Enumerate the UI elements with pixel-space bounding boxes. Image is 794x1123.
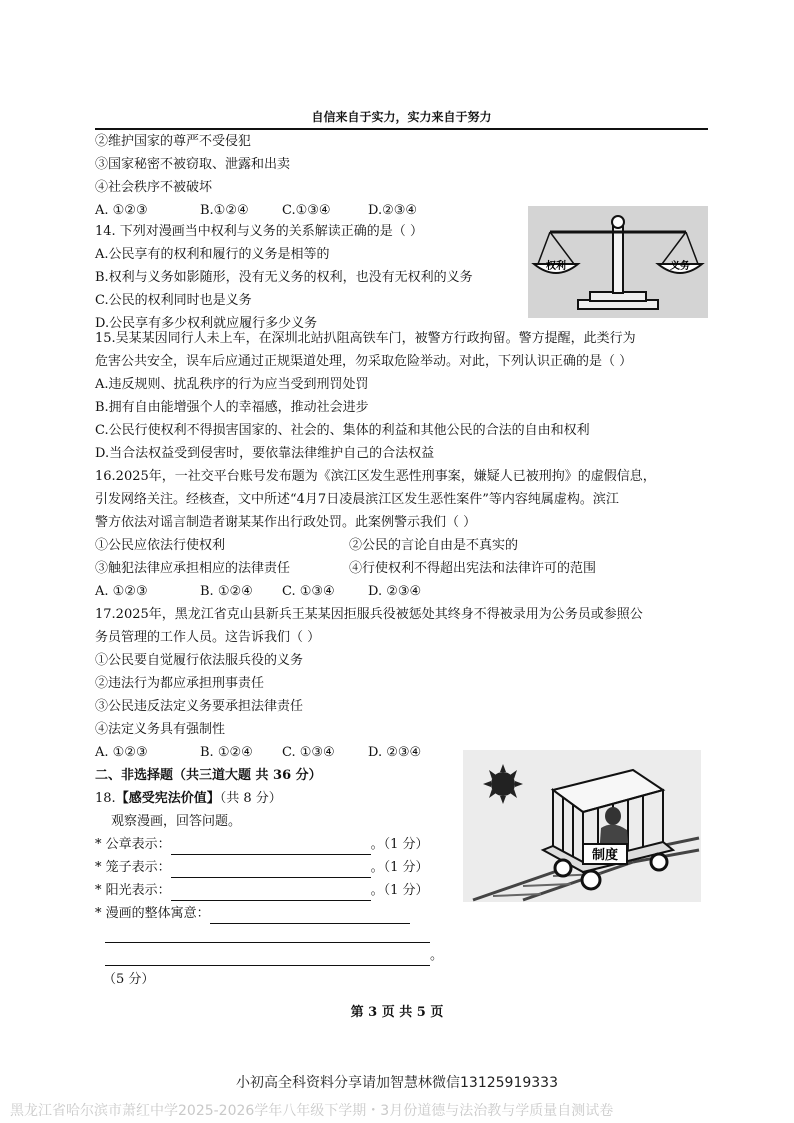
q15-option-c: C.公民行使权利不得损害国家的、社会的、集体的利益和其他公民的合法的自由和权利 — [95, 423, 590, 438]
q18-overall-line3 — [105, 946, 443, 966]
watermark-footer: 黑龙江省哈尔滨市萧红中学2025-2026学年八年级下学期・3月份道德与法治教与学质量自测试卷 — [10, 1103, 614, 1119]
q18-number: 18. — [95, 791, 116, 806]
q14-option-b: B.权利与义务如影随形，没有无义务的权利，也没有无权利的义务 — [95, 270, 473, 285]
q17-choice-d: D. ②③④ — [368, 745, 422, 760]
q17-option-1: ①公民要自觉履行依法服兵役的义务 — [95, 653, 304, 668]
q18-item-cage — [95, 858, 429, 878]
q14-option-c: C.公民的权利同时也是义务 — [95, 293, 252, 308]
q18-item-cage-blank[interactable] — [171, 863, 371, 878]
q16-option-1: ①公民应依法行使权利 — [95, 538, 226, 553]
q16-option-2: ②公民的言论自由是不真实的 — [349, 538, 519, 553]
q17-choice-c: C. ①③④ — [282, 745, 335, 760]
q18-overall — [95, 904, 410, 924]
section-2-heading: 二、非选择题（共三道大题 共 36 分） — [95, 768, 322, 783]
q16-choice-b: B. ①②④ — [200, 584, 253, 599]
q16-choice-c: C. ①③④ — [282, 584, 335, 599]
sun-icon — [483, 764, 523, 804]
q16-option-3: ③触犯法律应承担相应的法律责任 — [95, 561, 291, 576]
q17-choice-b: B. ①②④ — [200, 745, 253, 760]
q18-item-seal — [95, 835, 429, 855]
q14-option-a: A.公民享有的权利和履行的义务是相等的 — [95, 247, 330, 262]
q18-overall-end: 。 — [430, 948, 444, 963]
page-header: 自信来自于实力，实力来自于努力 — [95, 108, 708, 130]
q18-intro: 观察漫画，回答问题。 — [111, 814, 242, 829]
page-number: 第 3 页 共 5 页 — [350, 1005, 444, 1020]
q18-overall-blank-3[interactable] — [105, 951, 430, 966]
q18-item-cage-label: * 笼子表示： — [95, 860, 171, 875]
q16-stem-line2: 引发网络关注。经核查，文中所述“4月7日凌晨滨江区发生恶性案件”等内容纯属虚构。滨江 — [95, 492, 619, 507]
q17-choice-a: A. ①②③ — [95, 745, 148, 760]
q16-choice-a: A. ①②③ — [95, 584, 148, 599]
q16-choice-d: D. ②③④ — [368, 584, 422, 599]
q13-choice-a: A. ①②③ — [95, 203, 148, 218]
q18-title — [95, 789, 282, 809]
q16-stem-line1: 16.2025年，一社交平台账号发布题为《滨江区发生恶性刑事案，嫌疑人已被刑拘》的虚假信息， — [95, 469, 656, 484]
q17-stem-line1: 17.2025年，黑龙江省克山县新兵王某某因拒服兵役被惩处其终身不得被录用为公务员或参照公 — [95, 607, 643, 622]
q18-overall-label: * 漫画的整体寓意： — [95, 906, 210, 921]
q13-choice-b: B.①②④ — [200, 203, 249, 218]
q18-item-sunlight — [95, 881, 429, 901]
q18-item-seal-tail: 。（1 分） — [370, 837, 429, 852]
q13-choice-d: D.②③④ — [368, 203, 418, 218]
q17-option-2: ②违法行为都应承担刑事责任 — [95, 676, 265, 691]
q16-option-4: ④行使权利不得超出宪法和法律许可的范围 — [349, 561, 597, 576]
q18-item-sunlight-blank[interactable] — [171, 886, 371, 901]
q18-score: （共 8 分） — [219, 791, 282, 806]
q15-stem-line2: 危害公共安全，误车后应通过正规渠道处理，勿采取危险举动。对此，下列认识正确的是（ ） — [95, 354, 633, 369]
q15-option-a: A.违反规则、扰乱秩序的行为应当受到刑罚处罚 — [95, 377, 369, 392]
q13-choice-c: C.①③④ — [282, 203, 331, 218]
cage-cartoon — [463, 750, 701, 902]
promo-line: 小初高全科资料分享请加智慧林微信13125919333 — [236, 1075, 558, 1091]
q18-item-cage-tail: 。（1 分） — [370, 860, 429, 875]
q18-overall-score: （5 分） — [103, 972, 155, 987]
q17-option-4: ④法定义务具有强制性 — [95, 722, 226, 737]
q15-option-b: B.拥有自由能增强个人的幸福感，推动社会进步 — [95, 400, 369, 415]
q13-option-4: ④社会秩序不被破坏 — [95, 180, 213, 195]
q15-option-d: D.当合法权益受到侵害时，要依靠法律维护自己的合法权益 — [95, 446, 435, 461]
q18-item-sunlight-tail: 。（1 分） — [370, 883, 429, 898]
q15-stem-line1: 15.吴某某因同行人未上车，在深圳北站扒阻高铁车门，被警方行政拘留。警方提醒，此类行为 — [95, 331, 636, 346]
q13-option-2: ②维护国家的尊严不受侵犯 — [95, 134, 252, 149]
q18-overall-blank-1[interactable] — [210, 909, 410, 924]
q18-item-sunlight-label: * 阳光表示： — [95, 883, 171, 898]
q16-stem-line3: 警方依法对谣言制造者谢某某作出行政处罚。此案例警示我们（ ） — [95, 515, 477, 530]
q18-item-seal-label: * 公章表示： — [95, 837, 171, 852]
right-pan-label: 义务 — [670, 261, 690, 272]
left-pan-label: 权利 — [546, 261, 566, 272]
q17-stem-line2: 务员管理的工作人员。这告诉我们（ ） — [95, 630, 321, 645]
q14-stem: 14. 下列对漫画当中权利与义务的关系解读正确的是（ ） — [95, 224, 423, 239]
q14-option-d: D.公民享有多少权利就应履行多少义务 — [95, 316, 318, 331]
q13-option-3: ③国家秘密不被窃取、泄露和出卖 — [95, 157, 291, 172]
q17-option-3: ③公民违反法定义务要承担法律责任 — [95, 699, 304, 714]
q18-item-seal-blank[interactable] — [171, 840, 371, 855]
cage-sign-label: 制度 — [591, 848, 619, 863]
q18-overall-blank-2[interactable] — [105, 942, 430, 943]
balance-scale-cartoon — [528, 206, 708, 318]
q18-topic: 【感受宪法价值】 — [115, 791, 220, 806]
